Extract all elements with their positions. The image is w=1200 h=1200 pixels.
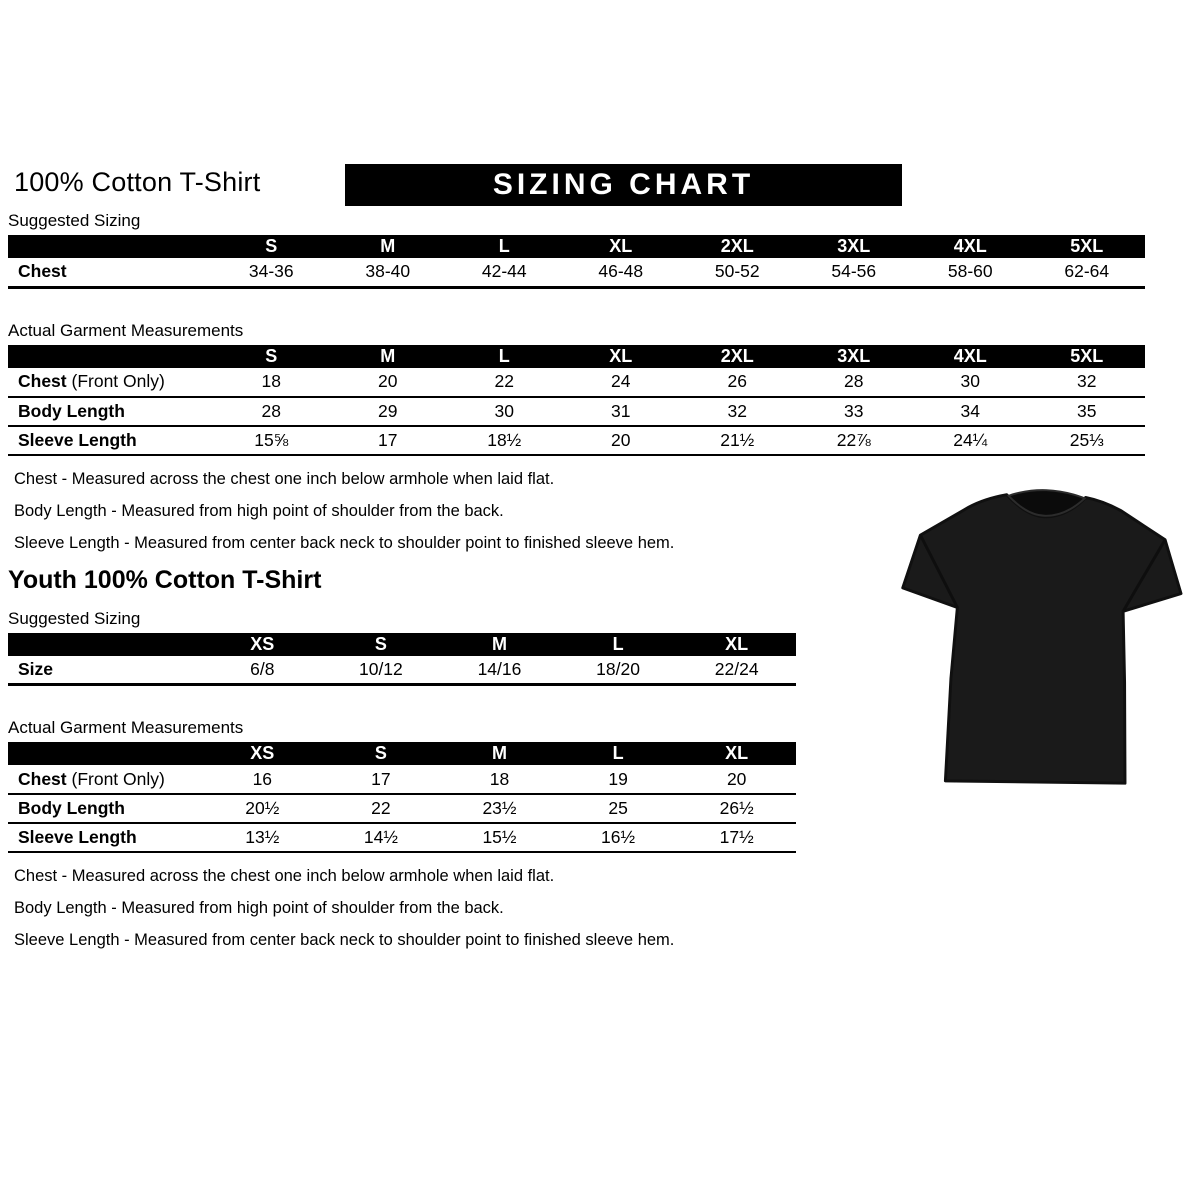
header-spacer-cell — [8, 345, 213, 368]
row-label: Body Length — [18, 798, 125, 818]
measurement-cell: 28 — [844, 371, 864, 391]
measurement-cell: 35 — [1077, 400, 1097, 421]
youth-suggested-sizing-table — [8, 633, 796, 687]
measurement-note: Body Length - Measured from high point of shoulder from the back. — [14, 899, 504, 917]
table-row — [8, 368, 1145, 397]
measurement-cell: 23½ — [482, 798, 517, 818]
measurement-cell: 33 — [844, 400, 864, 421]
page-title: 100% Cotton T-Shirt — [14, 167, 261, 197]
measurement-cell: 20 — [378, 371, 398, 391]
size-column-header: XS — [203, 742, 322, 765]
tshirt-icon — [887, 471, 1195, 817]
measurement-cell: 30 — [494, 400, 514, 421]
measurement-cell: 20½ — [245, 798, 280, 818]
measurement-cell: 22 — [494, 371, 514, 391]
table-row — [8, 823, 796, 852]
size-column-header: 2XL — [679, 345, 796, 368]
row-label: Body Length — [18, 400, 125, 421]
table-row — [8, 656, 796, 685]
measurement-cell: 30 — [960, 371, 980, 391]
youth-actual-measurements-table — [8, 742, 796, 853]
measurement-cell: 24¼ — [953, 429, 988, 450]
measurement-note: Sleeve Length - Measured from center back neck to shoulder point to finished sleeve hem. — [14, 931, 675, 949]
measurement-cell: 54-56 — [831, 261, 877, 282]
measurement-cell: 26 — [727, 371, 747, 391]
adult-suggested-sizing-label: Suggested Sizing — [8, 211, 141, 230]
row-label: Sleeve Length — [18, 827, 137, 847]
adult-actual-measurements-label: Actual Garment Measurements — [8, 320, 244, 340]
size-column-header: 2XL — [679, 235, 796, 258]
measurement-cell: 16 — [252, 768, 273, 789]
header-spacer-cell — [8, 742, 203, 765]
size-column-header: M — [330, 235, 447, 258]
table-row — [8, 426, 1145, 455]
row-label: Chest (Front Only) — [18, 371, 165, 391]
measurement-cell: 18/20 — [596, 658, 640, 679]
size-column-header: 3XL — [796, 345, 913, 368]
youth-measurement-notes — [8, 867, 1153, 950]
size-column-header: L — [559, 742, 678, 765]
measurement-cell: 62-64 — [1064, 261, 1110, 282]
measurement-cell: 26½ — [719, 798, 754, 818]
measurement-cell: 25⅓ — [1069, 429, 1104, 450]
youth-section-title: Youth 100% Cotton T-Shirt — [8, 565, 322, 594]
size-column-header: M — [440, 742, 559, 765]
row-label: Chest (Front Only) — [18, 768, 165, 789]
size-column-header: XL — [677, 633, 796, 656]
size-column-header: M — [440, 633, 559, 656]
youth-actual-measurements-label: Actual Garment Measurements — [8, 718, 244, 737]
sizing-chart-banner: SIZING CHART — [345, 164, 902, 206]
measurement-cell: 17 — [378, 429, 398, 450]
measurement-cell: 22/24 — [714, 658, 759, 679]
measurement-note: Chest - Measured across the chest one inch below armhole when laid flat. — [14, 867, 555, 885]
measurement-cell: 24 — [611, 371, 631, 391]
measurement-cell: 14/16 — [477, 658, 522, 679]
measurement-cell: 22 — [371, 798, 391, 818]
measurement-cell: 46-48 — [598, 261, 644, 282]
measurement-cell: 58-60 — [947, 261, 993, 282]
measurement-cell: 32 — [727, 400, 747, 421]
measurement-cell: 32 — [1077, 371, 1097, 391]
measurement-cell: 22⅞ — [836, 429, 871, 450]
measurement-cell: 42-44 — [481, 261, 527, 282]
row-label: Chest — [18, 261, 67, 282]
measurement-cell: 34-36 — [248, 261, 294, 282]
size-column-header: S — [213, 235, 330, 258]
measurement-cell: 17½ — [719, 827, 754, 847]
measurement-cell: 14½ — [363, 827, 398, 847]
adult-suggested-sizing-table — [8, 235, 1145, 289]
measurement-cell: 31 — [611, 400, 631, 421]
size-column-header: M — [330, 345, 447, 368]
measurement-cell: 34 — [960, 400, 980, 421]
measurement-note: Chest - Measured across the chest one inch below armhole when laid flat. — [14, 469, 555, 488]
size-column-header: L — [446, 235, 563, 258]
size-column-header: 3XL — [796, 235, 913, 258]
measurement-cell: 19 — [608, 768, 628, 789]
table-row — [8, 765, 796, 794]
table-row — [8, 794, 796, 823]
measurement-cell: 13½ — [245, 827, 280, 847]
size-column-header: 4XL — [912, 235, 1029, 258]
measurement-cell: 20 — [726, 768, 747, 789]
size-column-header: S — [322, 633, 441, 656]
size-column-header: XS — [203, 633, 322, 656]
header-spacer-cell — [8, 633, 203, 656]
measurement-cell: 10/12 — [358, 658, 403, 679]
size-column-header: 4XL — [912, 345, 1029, 368]
size-column-header: S — [213, 345, 330, 368]
row-label: Size — [18, 658, 54, 679]
measurement-cell: 6/8 — [250, 658, 275, 679]
measurement-cell: 38-40 — [365, 261, 411, 282]
measurement-cell: 18 — [261, 371, 281, 391]
measurement-cell: 25 — [608, 798, 628, 818]
measurement-cell: 50-52 — [714, 261, 760, 282]
youth-suggested-sizing-label: Suggested Sizing — [8, 608, 141, 628]
table-row — [8, 258, 1145, 287]
measurement-cell: 15½ — [482, 827, 517, 847]
size-column-header: L — [559, 633, 678, 656]
measurement-cell: 28 — [261, 400, 281, 421]
measurement-cell: 18 — [489, 768, 510, 789]
size-column-header: S — [322, 742, 441, 765]
size-column-header: 5XL — [1029, 235, 1146, 258]
measurement-cell: 16½ — [601, 827, 636, 847]
measurement-note: Body Length - Measured from high point of shoulder from the back. — [14, 501, 504, 520]
adult-actual-measurements-table — [8, 345, 1145, 456]
measurement-cell: 29 — [378, 400, 398, 421]
size-column-header: L — [446, 345, 563, 368]
size-column-header: XL — [677, 742, 796, 765]
measurement-cell: 18½ — [487, 429, 522, 450]
spacer — [8, 289, 1153, 321]
measurement-cell: 15⅝ — [254, 429, 289, 450]
size-column-header: XL — [563, 235, 680, 258]
measurement-cell: 21½ — [720, 429, 755, 450]
header-spacer-cell — [8, 235, 213, 258]
row-label: Sleeve Length — [18, 429, 137, 450]
size-column-header: XL — [563, 345, 680, 368]
table-row — [8, 397, 1145, 426]
size-column-header: 5XL — [1029, 345, 1146, 368]
measurement-note: Sleeve Length - Measured from center back neck to shoulder point to finished sleeve hem. — [14, 533, 675, 552]
measurement-cell: 20 — [611, 429, 631, 450]
tshirt-product-image — [887, 471, 1195, 817]
measurement-cell: 17 — [371, 768, 391, 789]
